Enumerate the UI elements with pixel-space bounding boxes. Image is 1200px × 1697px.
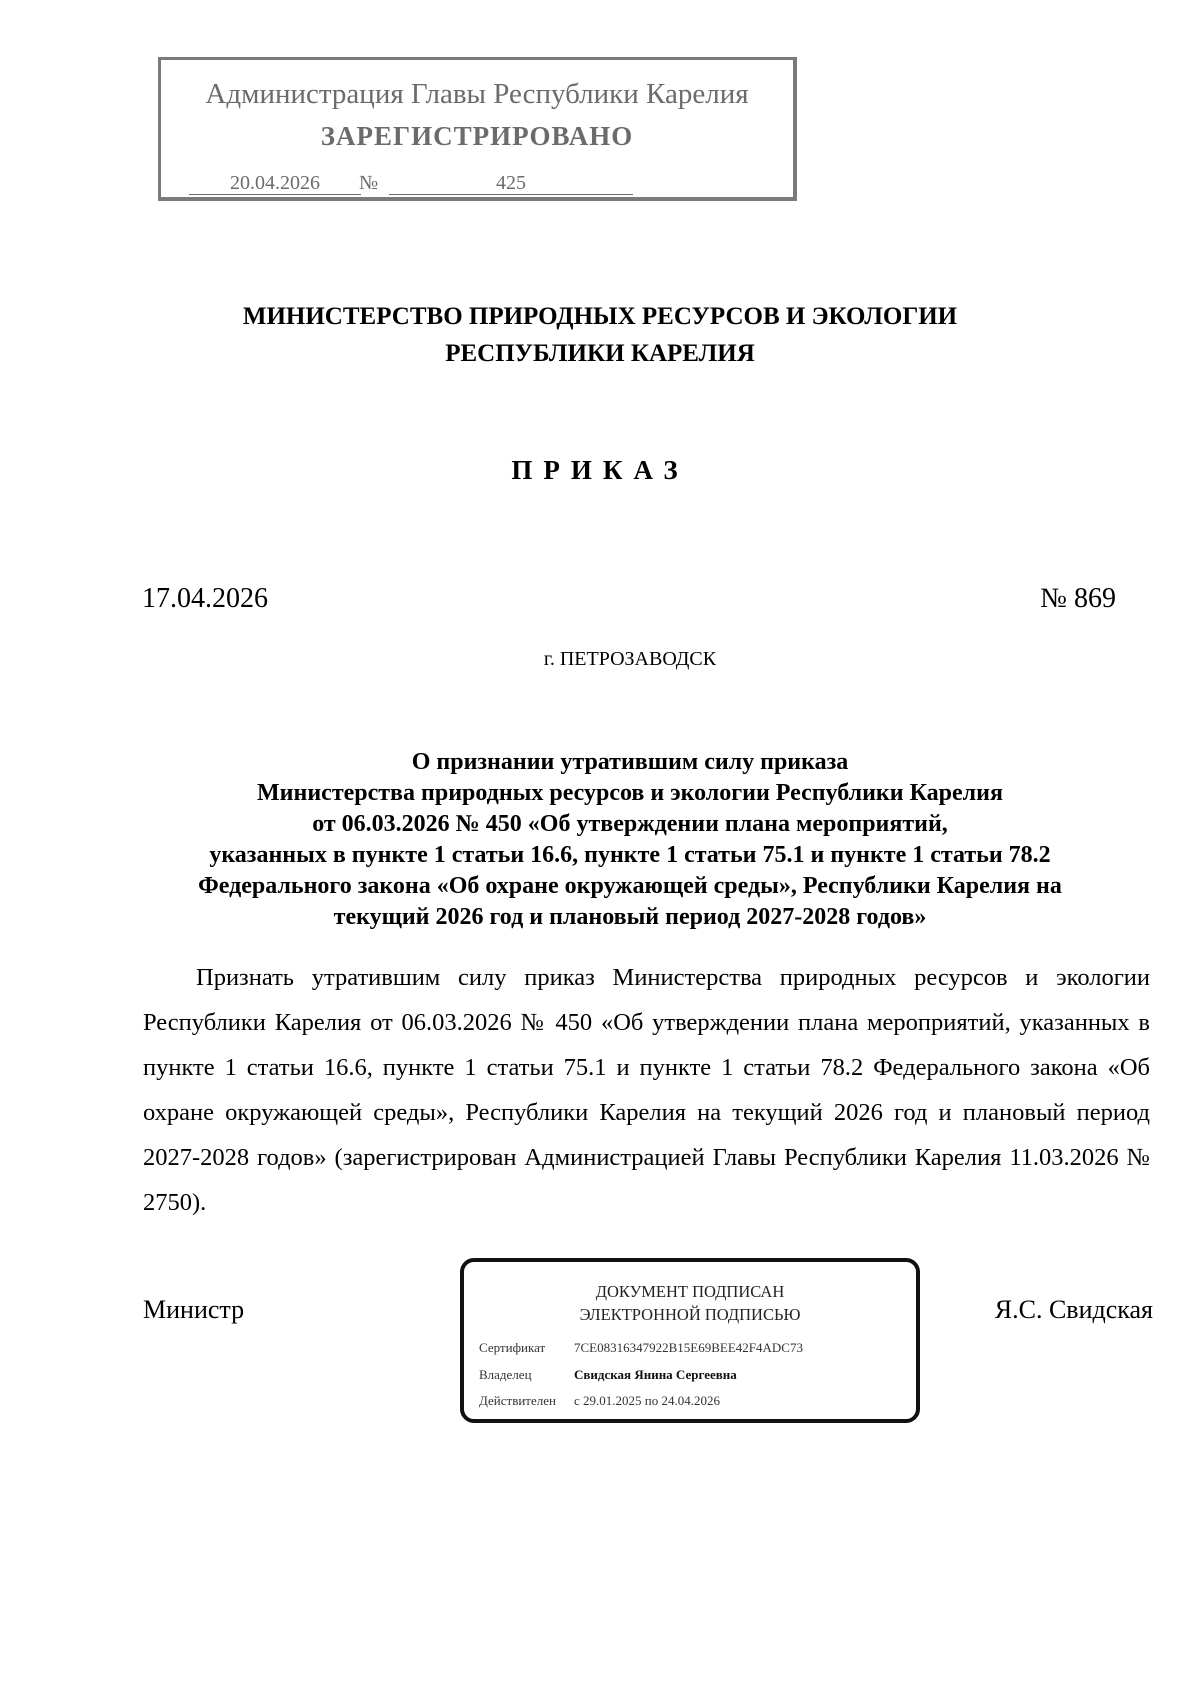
electronic-signature-stamp <box>460 1258 920 1423</box>
validity-label: Действителен <box>479 1393 556 1408</box>
order-body-paragraph: Признать утратившим силу приказ Министерства природных ресурсов и экологии Республики Карелия от 06.03.2026 № 450 «Об утверждении плана мероприятий, указанных в пункте 1 статьи 16.6, пункте 1 статьи 75.1 и пункте 1 статьи 78.2 Федерального закона «Об охране окружающей среды», Республики Карелия на текущий 2026 год и плановый период 2027-2028 годов» (зарегистрирован Администрацией Главы Республики Карелия 11.03.2026 № 2750). <box>143 964 1150 1216</box>
subject-line: Министерства природных ресурсов и экологии Республики Карелия <box>257 780 1003 806</box>
registration-organization: Администрация Главы Республики Карелия <box>205 78 749 110</box>
e-signature-title <box>464 1280 916 1326</box>
e-signature-title-line2: ЭЛЕКТРОННОЙ ПОДПИСЬЮ <box>579 1305 801 1324</box>
registration-number: 425 <box>389 172 633 195</box>
ministry-name-line2: РЕСПУБЛИКИ КАРЕЛИЯ <box>445 340 755 367</box>
order-number: № 869 <box>1040 583 1116 614</box>
certificate-value: 7CE08316347922B15E69BEE42F4ADC73 <box>574 1340 803 1355</box>
document-type-title: ПРИКАЗ <box>511 455 689 485</box>
owner-label: Владелец <box>479 1367 532 1382</box>
registration-stamp <box>158 57 797 201</box>
subject-line: Федерального закона «Об охране окружающей среды», Республики Карелия на <box>198 873 1062 899</box>
subject-line: указанных в пункте 1 статьи 16.6, пункте 1 статьи 75.1 и пункте 1 статьи 78.2 <box>209 842 1051 868</box>
owner-row <box>479 1367 737 1383</box>
signer-position: Министр <box>143 1295 245 1324</box>
subject-line: текущий 2026 год и плановый период 2027-2028 годов» <box>333 904 927 930</box>
order-subject <box>130 747 1130 933</box>
owner-value: Свидская Янина Сергеевна <box>574 1367 737 1382</box>
certificate-row <box>479 1340 803 1356</box>
ministry-name-line1: МИНИСТЕРСТВО ПРИРОДНЫХ РЕСУРСОВ И ЭКОЛОГИИ <box>242 303 958 330</box>
order-date: 17.04.2026 <box>142 583 268 614</box>
registration-status: ЗАРЕГИСТРИРОВАНО <box>320 121 634 151</box>
e-signature-title-line1: ДОКУМЕНТ ПОДПИСАН <box>595 1282 785 1301</box>
registration-number-label: № <box>359 172 379 194</box>
certificate-label: Сертификат <box>479 1340 546 1355</box>
validity-value: с 29.01.2025 по 24.04.2026 <box>574 1393 720 1408</box>
city: г. ПЕТРОЗАВОДСК <box>543 648 717 670</box>
validity-row <box>479 1393 720 1409</box>
subject-line: О признании утратившим силу приказа <box>411 749 849 775</box>
signer-name: Я.С. Свидская <box>994 1295 1153 1324</box>
subject-line: от 06.03.2026 № 450 «Об утверждении плана мероприятий, <box>312 811 948 837</box>
registration-date: 20.04.2026 <box>189 172 361 195</box>
